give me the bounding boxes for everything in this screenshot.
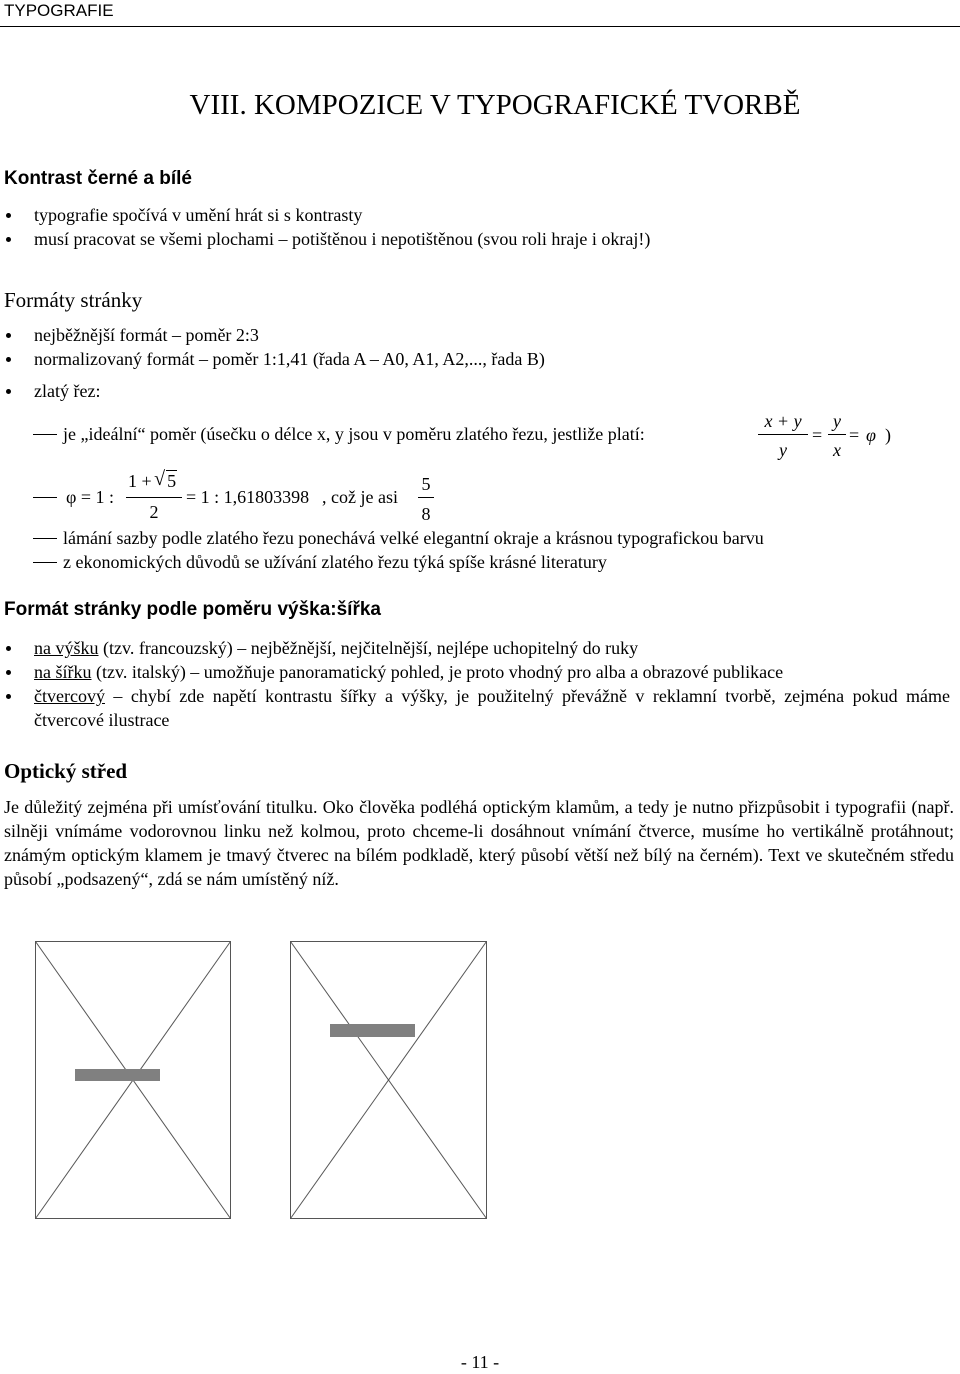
formats-list	[0, 323, 950, 403]
chapter-title	[0, 88, 960, 122]
fraction-bar	[126, 497, 182, 498]
list-item: normalizovaný formát – poměr 1:1,41 (řada A – A0, A1, A2,..., řada B)	[0, 347, 950, 371]
page-format-list	[0, 636, 950, 732]
numerator-one-plus: 1 +	[128, 471, 152, 491]
fraction-denominator: 8	[421, 504, 431, 524]
optical-center-diagram	[0, 900, 960, 1320]
list-item: typografie spočívá v umění hrát si s kontrasty	[0, 203, 950, 227]
phi-symbol: φ	[866, 425, 876, 445]
fraction-bar	[758, 434, 808, 435]
dash-bullet	[33, 562, 57, 563]
title-bar	[75, 1069, 160, 1081]
golden-ratio-definition: je „ideální“ poměr (úsečku o délce x, y jsou v poměru zlatého řezu, jestliže platí:	[63, 424, 645, 444]
chapter-title-text: VIII. KOMPOZICE V TYPOGRAFICKÉ TVORBĚ	[189, 89, 801, 121]
item-description: (tzv. francouzský) – nejběžnější, nejčitelnější, nejlépe uchopitelný do ruky	[98, 638, 639, 658]
item-description: (tzv. italský) – umožňuje panoramatický pohled, je proto vhodný pro alba a obrazové publikace	[91, 662, 784, 682]
golden-sub-item: lámání sazby podle zlatého řezu ponechává velké elegantní okraje a krásnou typografickou barvu	[63, 528, 764, 548]
list-item	[0, 684, 950, 732]
section-title-contrast: Kontrast černé a bílé	[4, 168, 192, 189]
fraction-numerator-text: x + y	[764, 411, 802, 431]
term-portrait: na výšku	[34, 638, 99, 658]
dash-bullet	[33, 538, 57, 539]
running-header: TYPOGRAFIE	[4, 1, 114, 20]
list-item	[0, 636, 950, 660]
fraction-numerator: 5	[421, 474, 431, 494]
optical-center-paragraph: Je důležitý zejména při umísťování titulku. Oko člověka podléhá optickým klamům, a tedy je nutno přizpůsobit i typografii (např. silněji vnímáme vodorovnou linku než kolmou, proto chceme-li dosáhnout vnímání čtverce, musíme ho vertikálně protáhnout; známým optickým klamem je tmavý čtverec na bílém podkladě, který působí větší než bílý na černém). Text ve skutečném středu působí „podsazený“, zdá se nám umístěný níž.	[4, 797, 954, 889]
sqrt-radical	[156, 469, 177, 493]
fraction-bar	[828, 434, 846, 435]
list-item: musí pracovat se všemi plochami – potištěnou i nepotištěnou (svou roli hraje i okraj!)	[0, 227, 950, 251]
golden-sub-item: z ekonomických důvodů se užívání zlatého řezu týká spíše krásné literatury	[63, 552, 607, 572]
section-title-formats: Formáty stránky	[4, 288, 143, 312]
diagram-optical-center	[291, 942, 487, 1219]
phi-equation-lhs: φ = 1 :	[66, 487, 115, 507]
diagram-true-center	[36, 942, 231, 1219]
title-bar	[330, 1024, 415, 1037]
fraction-denominator: y	[779, 440, 787, 460]
approx-text: , což je asi	[322, 487, 398, 507]
term-landscape: na šířku	[34, 662, 92, 682]
fraction-numerator	[758, 409, 808, 433]
radicand: 5	[167, 471, 177, 491]
fraction-denominator: 2	[149, 502, 159, 522]
fraction-denominator: x	[833, 440, 841, 460]
sqrt-numerator	[128, 469, 177, 493]
dash-bullet	[33, 434, 57, 435]
list-item: nejběžnější formát – poměr 2:3	[0, 323, 950, 347]
list-item: zlatý řez:	[0, 379, 950, 403]
section-title-optical-center: Optický střed	[4, 759, 128, 783]
ratio-value: = 1 : 1,61803398	[186, 487, 310, 507]
equals-sign: =	[812, 425, 823, 445]
fraction-bar	[418, 497, 434, 498]
term-square: čtvercový	[34, 686, 105, 706]
section-title-page-format: Formát stránky podle poměru výška:šířka	[4, 599, 381, 620]
dash-bullet	[33, 497, 57, 498]
item-description: – chybí zde napětí kontrastu šířky a výšky, je použitelný převážně v reklamní tvorbě, zejména pokud máme čtvercové ilustrace	[34, 686, 950, 730]
sqrt-icon: √	[154, 468, 166, 490]
page-number: - 11 -	[460, 1352, 500, 1372]
contrast-list	[0, 203, 950, 251]
header-rule	[0, 26, 960, 27]
closing-paren: )	[885, 425, 891, 445]
equals-sign: =	[849, 425, 860, 445]
fraction-numerator: y	[833, 411, 841, 431]
list-item	[0, 660, 950, 684]
